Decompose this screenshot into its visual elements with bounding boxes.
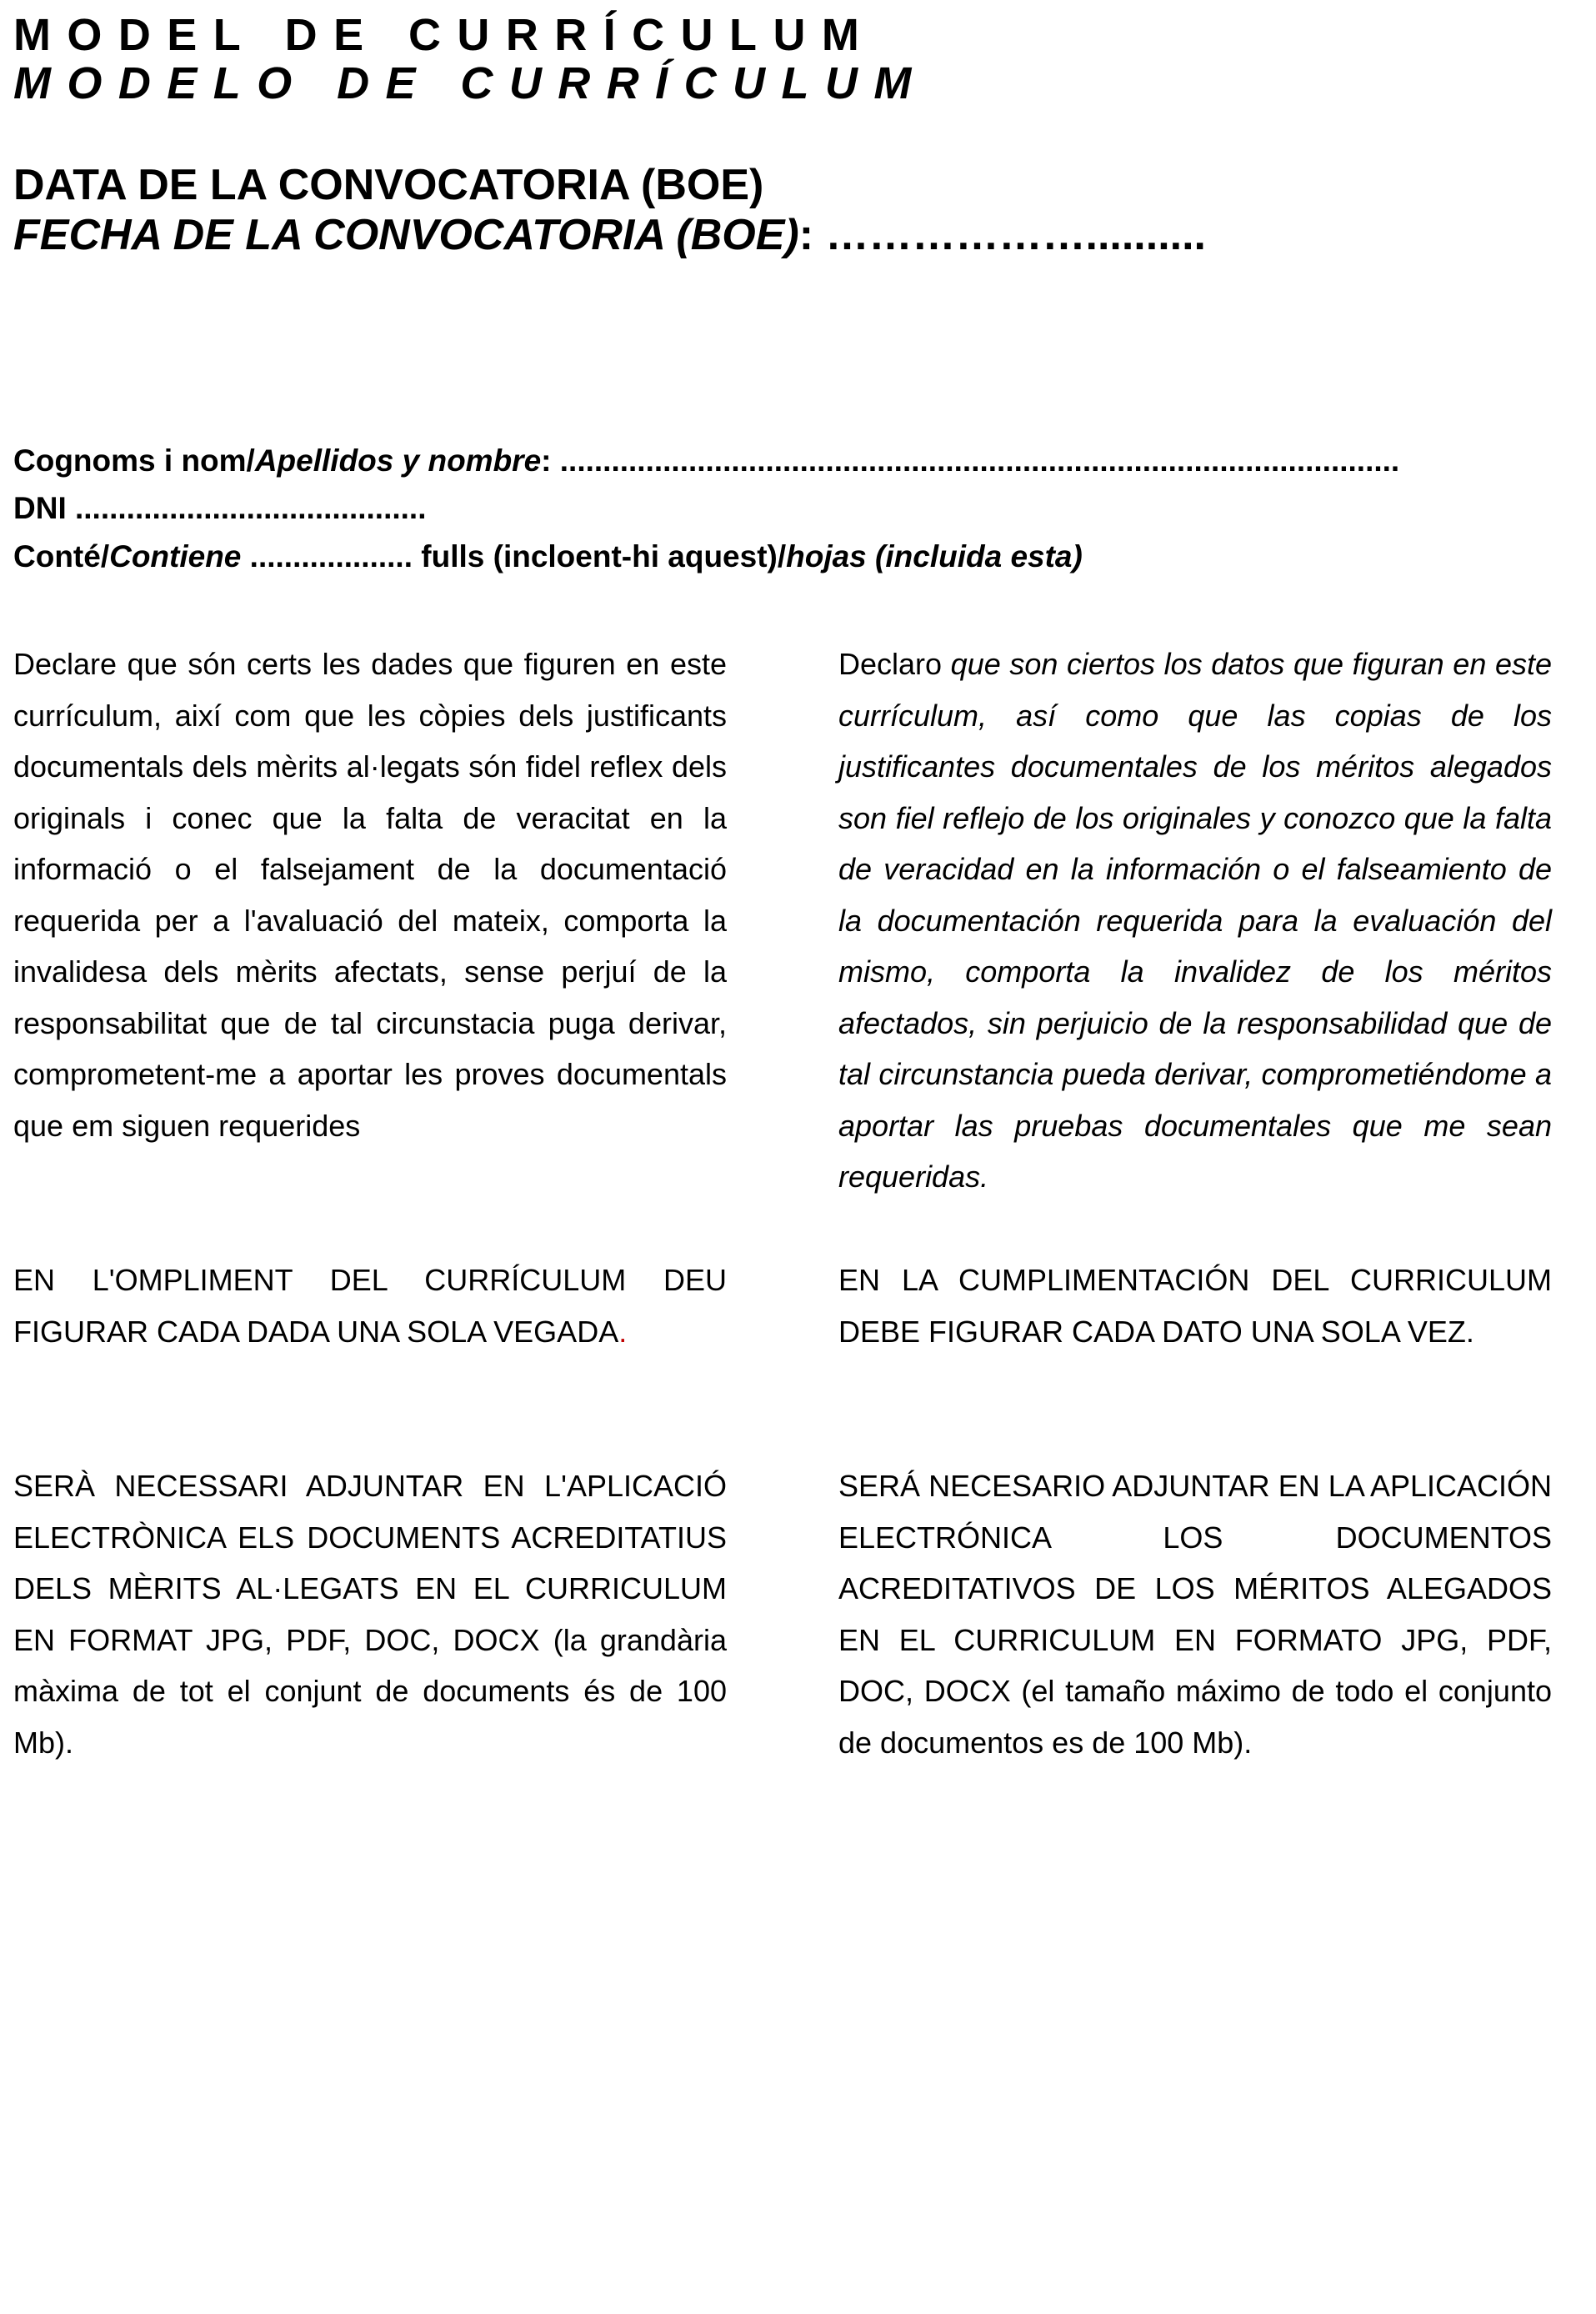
declaration-spanish-first: Declaro: [838, 647, 951, 681]
pages-label-spanish: Contiene: [109, 539, 242, 573]
dni-field: [13, 489, 426, 528]
dni-blank[interactable]: .........................................: [75, 491, 427, 525]
pages-field: [13, 538, 1083, 576]
name-field: [13, 442, 1399, 480]
fill-rule-catalan: [13, 1255, 727, 1357]
pages-suffix-spanish: hojas (incluida esta): [786, 539, 1083, 573]
declaration-spanish-rest: que son ciertos los datos que figuran en este currículum, así como que las copias de los justificantes documentales de los méritos alegados son fiel reflejo de los originales y conozco que la falta de veracidad en la información o el falseamiento de la documentación requerida para la evaluación del mismo, comporta la invalidez de los méritos afectados, sin perjuicio de la responsabilidad que de tal circunstancia pueda derivar, comprometiéndome a aportar las pruebas documentales que me sean requeridas.: [838, 647, 1552, 1194]
pages-suffix-catalan: fulls (incloent-hi aquest)/: [421, 539, 787, 573]
fill-rule-catalan-text: EN L'OMPLIMENT DEL CURRÍCULUM DEU FIGURAR CADA DADA UNA SOLA VEGADA: [13, 1263, 727, 1349]
convocatoria-colon: :: [798, 211, 814, 259]
title-spanish: MODELO DE CURRÍCULUM: [13, 58, 928, 108]
convocatoria-date-spanish: [13, 210, 1206, 260]
title-catalan: MODEL DE CURRÍCULUM: [13, 10, 876, 60]
convocatoria-date-blank[interactable]: ………………..........: [813, 211, 1206, 259]
convocatoria-date-catalan: DATA DE LA CONVOCATORIA (BOE): [13, 161, 764, 209]
name-blank[interactable]: : ..................................................................................................: [541, 443, 1400, 478]
attachments-catalan: SERÀ NECESSARI ADJUNTAR EN L'APLICACIÓ ELECTRÒNICA ELS DOCUMENTS ACREDITATIUS DELS MÈRITS AL·LEGATS EN EL CURRICULUM EN FORMAT JPG, PDF, DOC, DOCX (la grandària màxima de tot el conjunt de documents és de 100 Mb).: [13, 1469, 727, 1760]
dni-label: DNI: [13, 491, 75, 525]
pages-blank[interactable]: ...................: [241, 539, 422, 573]
declaration-spanish: [838, 639, 1552, 1203]
pages-label-catalan: Conté/: [13, 539, 110, 573]
name-label-spanish: Apellidos y nombre: [254, 443, 542, 478]
declaration-catalan: Declare que són certs les dades que figuren en este currículum, així com que les còpies dels justificants documentals dels mèrits al·legats són fidel reflex dels originals i conec que la falta de veracitat en la informació o el falsejament de la documentació requerida per a l'avaluació del mateix, comporta la invalidesa dels mèrits afectats, sense perjuí de la responsabilitat que de tal circunstacia puga derivar, comprometent-me a aportar les proves documentals que em siguen requerides: [13, 647, 727, 1143]
fill-rule-spanish: EN LA CUMPLIMENTACIÓN DEL CURRICULUM DEBE FIGURAR CADA DATO UNA SOLA VEZ.: [838, 1263, 1552, 1349]
name-label-catalan: Cognoms i nom/: [13, 443, 255, 478]
attachments-spanish: SERÁ NECESARIO ADJUNTAR EN LA APLICACIÓN ELECTRÓNICA LOS DOCUMENTOS ACREDITATIVOS DE LOS MÉRITOS ALEGADOS EN EL CURRICULUM EN FORMATO JPG, PDF, DOC, DOCX (el tamaño máximo de todo el conjunto de documentos es de 100 Mb).: [838, 1469, 1552, 1760]
convocatoria-date-spanish-label: FECHA DE LA CONVOCATORIA (BOE): [13, 211, 799, 259]
fill-rule-catalan-period: .: [618, 1314, 628, 1349]
